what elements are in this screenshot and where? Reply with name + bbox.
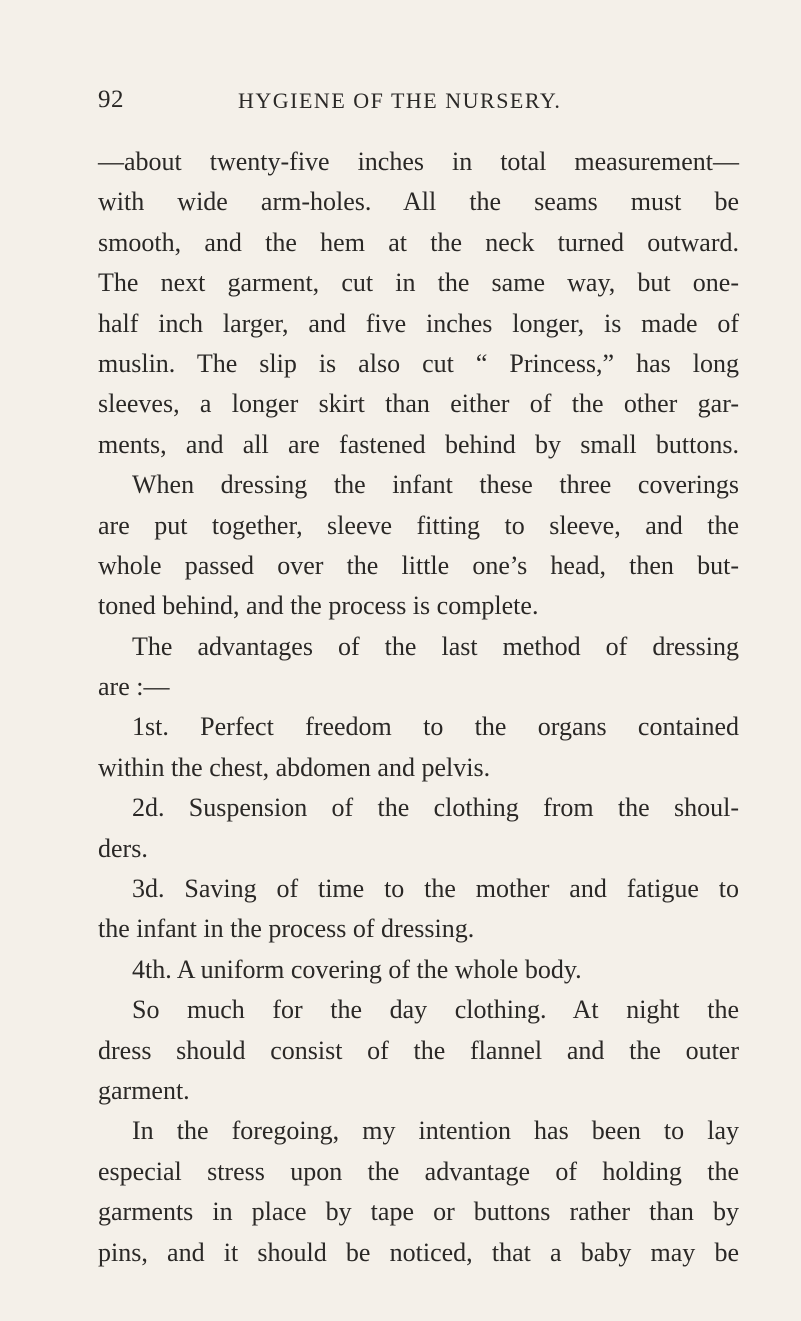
text-line: muslin. The slip is also cut “ Princess,” has long: [98, 348, 739, 378]
page-number: 92: [98, 86, 124, 113]
text-line: smooth, and the hem at the neck turned outward.: [98, 227, 739, 257]
text-line: garment.: [98, 1075, 190, 1105]
text-line: ders.: [98, 833, 148, 863]
text-line: ments, and all are fastened behind by small buttons.: [98, 429, 739, 459]
text-line: dress should consist of the flannel and the outer: [98, 1035, 739, 1065]
text-line: especial stress upon the advantage of holding the: [98, 1156, 739, 1186]
text-line: 3d. Saving of time to the mother and fatigue to: [132, 874, 739, 904]
text-line: toned behind, and the process is complete.: [98, 591, 539, 621]
text-line: 2d. Suspension of the clothing from the shoul-: [132, 793, 739, 823]
text-line: garments in place by tape or buttons rather than by: [98, 1197, 739, 1227]
text-line: whole passed over the little one’s head, then but-: [98, 550, 739, 580]
page-header: [98, 86, 738, 116]
text-line: pins, and it should be noticed, that a baby may be: [98, 1237, 739, 1267]
text-line: 1st. Perfect freedom to the organs contained: [132, 712, 739, 742]
text-line: —about twenty-five inches in total measurement—: [98, 147, 739, 176]
text-line: within the chest, abdomen and pelvis.: [98, 752, 491, 782]
body-text: [98, 142, 739, 1273]
text-line: are put together, sleeve fitting to sleeve, and the: [98, 510, 739, 540]
running-title: HYGIENE OF THE NURSERY.: [238, 88, 562, 113]
text-line: are :—: [98, 672, 170, 702]
text-line: sleeves, a longer skirt than either of the other gar-: [98, 389, 739, 419]
text-line: with wide arm-holes. All the seams must be: [98, 187, 739, 217]
text-line: When dressing the infant these three coverings: [132, 470, 739, 500]
text-line: In the foregoing, my intention has been to lay: [132, 1116, 739, 1146]
text-line: So much for the day clothing. At night the: [132, 995, 739, 1025]
text-line: the infant in the process of dressing.: [98, 914, 475, 944]
text-line: The next garment, cut in the same way, but one-: [98, 268, 739, 298]
text-line: 4th. A uniform covering of the whole body.: [132, 954, 582, 984]
text-line: The advantages of the last method of dressing: [132, 631, 739, 661]
text-line: half inch larger, and five inches longer, is made of: [98, 308, 739, 338]
